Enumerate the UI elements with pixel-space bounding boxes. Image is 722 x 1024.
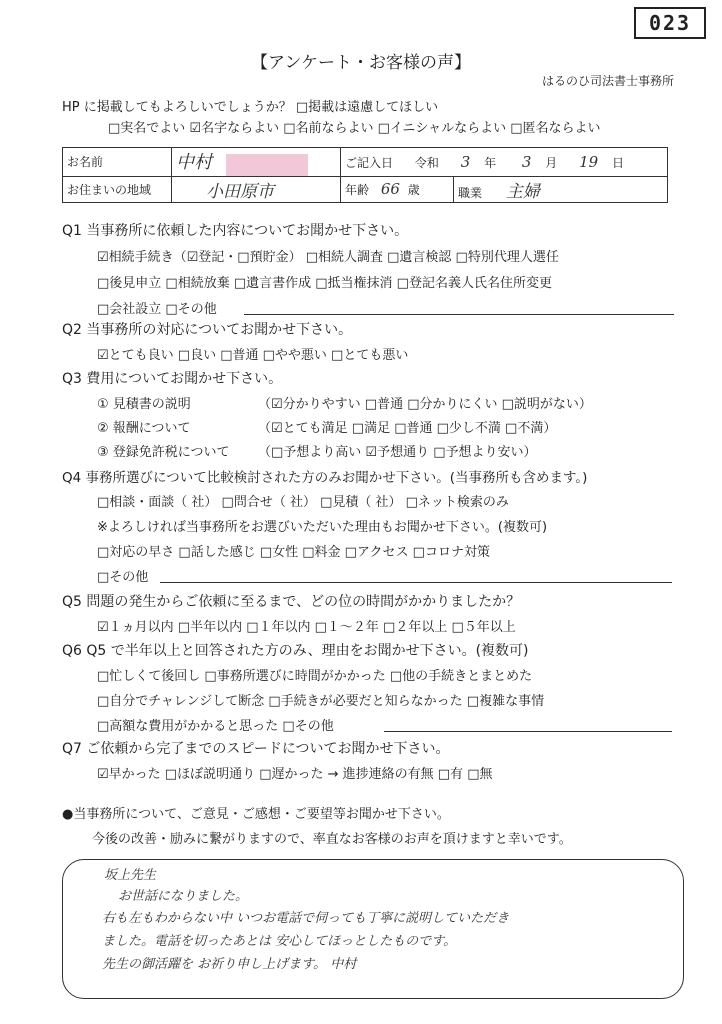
office-name: はるのひ司法書士事務所 — [541, 74, 674, 88]
q1-options-row3: □会社設立 □その他 — [97, 302, 217, 317]
customer-info-table — [62, 147, 668, 203]
feedback-line: 右も左もわからない中 いつお電話で伺っても丁寧に説明していただき — [102, 911, 510, 926]
q3-item3-label: ③ 登録免許税について — [97, 445, 230, 460]
job-label: 職業 — [458, 185, 483, 200]
area-value: 小田原市 — [206, 181, 274, 202]
q2-options: ☑とても良い □良い □普通 □やや悪い □とても悪い — [97, 348, 409, 363]
q3-item1-options: （☑分かりやすい □普通 □分かりにくい □説明がない） — [258, 397, 592, 412]
feedback-line: 坂上先生 — [104, 868, 157, 883]
era-label: 令和 — [414, 155, 439, 170]
q6-options-row2: □自分でチャレンジして断念 □手続きが必要だと知らなかった □複雑な事情 — [97, 694, 545, 709]
hp-question: HP に掲載してもよろしいでしょうか？ □掲載は遠慮してほしい — [62, 100, 439, 115]
job-value: 主婦 — [505, 181, 540, 202]
age-unit: 歳 — [407, 183, 420, 197]
q7-title: Q7 ご依頼から完了までのスピードについてお聞かせ下さい。 — [62, 741, 450, 757]
redaction-block — [226, 154, 308, 176]
date-year: 3 — [460, 152, 471, 171]
feedback-line: お世話になりました。 — [118, 889, 249, 904]
q3-item3-options: （□予想より高い ☑予想通り □予想より安い） — [258, 445, 537, 460]
q3-item2-options: （☑とても満足 □満足 □普通 □少し不満 □不満） — [258, 421, 557, 436]
area-label: お住まいの地域 — [63, 176, 172, 202]
date-month: 3 — [521, 152, 532, 171]
day-unit: 日 — [612, 155, 625, 170]
q2-title: Q2 当事務所の対応についてお聞かせ下さい。 — [62, 322, 353, 338]
page-title: 【アンケート・お客様の声】 — [251, 53, 471, 73]
q3-title: Q3 費用についてお聞かせ下さい。 — [62, 371, 283, 387]
q1-options-row1: ☑相続手続き（☑登記・□預貯金） □相続人調査 □遺言検認 □特別代理人選任 — [97, 250, 559, 265]
q7-options: ☑早かった □ほぼ説明通り □遅かった → 進捗連絡の有無 □有 □無 — [97, 767, 493, 782]
q1-title: Q1 当事務所に依頼した内容についてお聞かせ下さい。 — [62, 223, 409, 239]
q4-options-row1: □相談・面談（ 社） □問合せ（ 社） □見積（ 社） □ネット検索のみ — [97, 495, 509, 510]
q5-title: Q5 問題の発生からご依頼に至るまで、どの位の時間がかかりましたか？ — [62, 594, 521, 610]
q3-item2-label: ② 報酬について — [97, 421, 191, 436]
month-unit: 月 — [545, 155, 558, 170]
feedback-subtitle: 今後の改善・励みに繋がりますので、率直なお客様のお声を頂けますと幸いです。 — [92, 832, 572, 847]
date-day: 19 — [579, 152, 599, 171]
q6-options-row1: □忙しくて後回し □事務所選びに時間がかかった □他の手続きとまとめた — [97, 669, 533, 684]
date-label: ご記入日 — [345, 155, 394, 170]
q4-note: ※よろしければ当事務所をお選びいただいた理由もお聞かせ下さい。(複数可) — [97, 520, 548, 535]
q1-options-row2: □後見申立 □相続放棄 □遺言書作成 □抵当権抹消 □登記名義人氏名住所変更 — [97, 276, 552, 291]
year-unit: 年 — [484, 155, 497, 170]
q6-options-row3: □高額な費用がかかると思った □その他 — [97, 719, 334, 734]
feedback-title: ●当事務所について、ご意見・ご感想・ご要望等お聞かせ下さい。 — [62, 807, 450, 822]
q5-options: ☑１ヵ月以内 □半年以内 □１年以内 □１～２年 □２年以上 □５年以上 — [97, 620, 516, 635]
hp-options: □実名でよい ☑名字ならよい □名前ならよい □イニシャルならよい □匿名ならよい — [108, 121, 601, 136]
q4-other-line — [160, 582, 672, 583]
feedback-line: ました。電話を切ったあとは 安心してほっとしたものです。 — [102, 934, 457, 949]
name-label: お名前 — [63, 148, 172, 177]
feedback-line: 先生の御活躍を お祈り申し上げます。 中村 — [102, 957, 357, 972]
q1-other-line — [244, 314, 674, 315]
q4-options-row3: □対応の早さ □話した感じ □女性 □料金 □アクセス □コロナ対策 — [97, 545, 490, 560]
q4-options-row4: □その他 — [97, 570, 149, 585]
q6-other-line — [384, 731, 672, 732]
q3-item1-label: ① 見積書の説明 — [97, 397, 191, 412]
q4-title: Q4 事務所選びについて比較検討された方のみお聞かせ下さい。(当事務所も含めます。) — [62, 470, 588, 486]
name-value: 中村 — [176, 152, 212, 173]
document-number: 023 — [634, 7, 706, 39]
age-value: 66 — [380, 180, 400, 198]
age-label: 年齢 — [345, 183, 370, 197]
q6-title: Q6 Q5 で半年以上と回答された方のみ、理由をお聞かせ下さい。(複数可) — [62, 643, 529, 659]
